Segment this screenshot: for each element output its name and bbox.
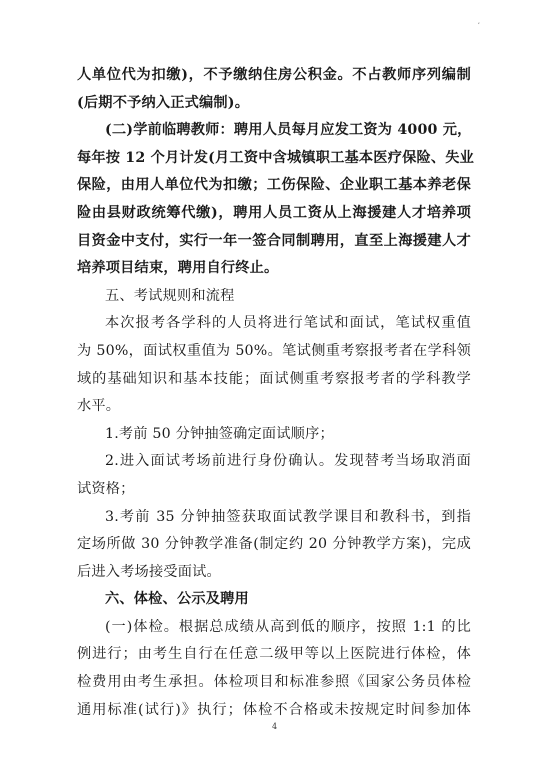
- text-line: 定场所做 30 分钟教学准备(制定约 20 分钟教学方案)，完成: [77, 536, 471, 553]
- text-line: (后期不予纳入正式编制)。: [77, 94, 250, 111]
- text-line: 检费用由考生承担。体检项目和标准参照《国家公务员体检: [77, 674, 471, 691]
- list-item: 2.进入面试考场前进行身份确认。发现替考当场取消面: [105, 453, 471, 470]
- text-line: 培养项目结束，聘用自行终止。: [77, 260, 279, 277]
- text-line: 人单位代为扣缴)，不予缴纳住房公积金。不占教师序列编制: [77, 67, 471, 83]
- section-heading: 五、考试规则和流程: [105, 287, 235, 304]
- section-heading: 六、体检、公示及聘用: [105, 591, 249, 608]
- text-line: 后进入考场接受面试。: [77, 563, 221, 580]
- text-line: 本次报考各学科的人员将进行笔试和面试，笔试权重值: [105, 315, 471, 332]
- text-line: 险由县财政统筹代缴)，聘用人员工资从上海援建人才培养项: [77, 204, 471, 221]
- body-text: [77, 62, 475, 724]
- text-line: (一)体检。根据总成绩从高到低的顺序，按照 1:1 的比: [105, 618, 471, 635]
- text-line: 通用标准(试行)》执行；体检不合格或未按规定时间参加体: [77, 701, 471, 718]
- text-line: 为 50%，面试权重值为 50%。笔试侧重考察报考者在学科领: [77, 342, 471, 359]
- text-line: 例进行；由考生自行在任意二级甲等以上医院进行体检，体: [77, 646, 471, 663]
- text-line: 每年按 12 个月计发(月工资中含城镇职工基本医疗保险、失业: [77, 149, 475, 166]
- page-number: 4: [271, 722, 278, 731]
- text-line: 域的基础知识和基本技能；面试侧重考察报考者的学科教学: [77, 370, 471, 387]
- list-item: 1.考前 50 分钟抽签确定面试顺序；: [105, 425, 334, 442]
- text-line: (二)学前临聘教师：聘用人员每月应发工资为 4000 元，: [105, 122, 472, 139]
- text-line: 目资金中支付，实行一年一签合同制聘用，直至上海援建人才: [77, 232, 471, 249]
- corner-mark: ,: [478, 18, 480, 25]
- text-line: 水平。: [77, 398, 121, 415]
- text-line: 保险，由用人单位代为扣缴；工伤保险、企业职工基本养老保: [77, 177, 471, 194]
- text-line: 试资格；: [77, 480, 135, 497]
- list-item: 3.考前 35 分钟抽签获取面试教学课目和教科书，到指: [105, 508, 471, 525]
